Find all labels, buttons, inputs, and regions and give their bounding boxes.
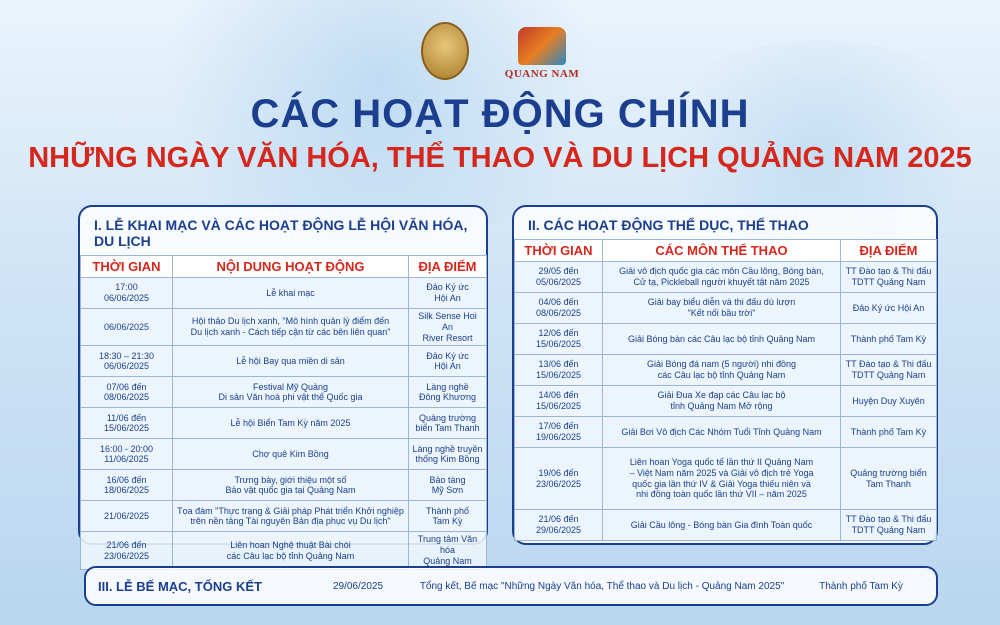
cell-time: 13/06 đến 15/06/2025 xyxy=(515,355,603,386)
cell-time: 16/06 đến 18/06/2025 xyxy=(81,470,173,501)
cell-place: Thành phố Tam Kỳ xyxy=(409,501,487,532)
cell-place: Thành phố Tam Kỳ xyxy=(841,324,937,355)
cell-time: 17/06 đến 19/06/2025 xyxy=(515,417,603,448)
cell-place: Làng nghề truyền thống Kim Bồng xyxy=(409,439,487,470)
table-row xyxy=(81,470,487,501)
cell-content: Tọa đàm "Thực trạng & Giải pháp Phát triển Khởi nghiệp trên nền tảng Tài nguyên Bản địa phục vụ Du lịch" xyxy=(173,501,409,532)
header-time: THỜI GIAN xyxy=(81,256,173,278)
cell-place: Đảo Ký ức Hội An xyxy=(409,346,487,377)
cell-content: Giải Bóng bàn các Câu lạc bộ tỉnh Quảng Nam xyxy=(603,324,841,355)
cell-place: Đảo Ký ức Hội An xyxy=(409,278,487,309)
cell-time: 19/06 đến 23/06/2025 xyxy=(515,448,603,510)
table-row xyxy=(515,386,937,417)
table-row xyxy=(81,377,487,408)
logo-bar xyxy=(0,22,1000,80)
cell-time: 07/06 đến 08/06/2025 xyxy=(81,377,173,408)
cell-place: Huyện Duy Xuyên xyxy=(841,386,937,417)
cell-time: 12/06 đến 15/06/2025 xyxy=(515,324,603,355)
page-title: CÁC HOẠT ĐỘNG CHÍNH xyxy=(250,92,750,136)
section-1-title: I. LỄ KHAI MẠC VÀ CÁC HOẠT ĐỘNG LỄ HỘI VĂN HÓA, DU LỊCH xyxy=(94,217,468,249)
cell-content: Liên hoan Yoga quốc tế lần thứ II Quảng Nam – Việt Nam năm 2025 và Giải vô địch trẻ Yoga quốc gia lần thứ IV & Giải Yoga thiếu niên và nhi đồng toàn quốc lần thứ VII – năm 2025 xyxy=(603,448,841,510)
cell-place: Làng nghề Đông Khương xyxy=(409,377,487,408)
cell-time: 04/06 đến 08/06/2025 xyxy=(515,293,603,324)
cell-time: 18:30 – 21:30 06/06/2025 xyxy=(81,346,173,377)
header-time: THỜI GIAN xyxy=(515,240,603,262)
cell-content: Giải Cầu lông - Bóng bàn Gia đình Toàn quốc xyxy=(603,510,841,541)
header-sport: CÁC MÔN THỂ THAO xyxy=(603,240,841,262)
section-1-panel xyxy=(78,205,488,566)
cell-content: Trưng bày, giới thiệu một số Bảo vật quốc gia tại Quảng Nam xyxy=(173,470,409,501)
table-row xyxy=(515,510,937,541)
cell-content: Lễ hội Bay qua miền di sản xyxy=(173,346,409,377)
header-content: NỘI DUNG HOẠT ĐỘNG xyxy=(173,256,409,278)
header-place: ĐỊA ĐIỂM xyxy=(409,256,487,278)
cell-time: 21/06 đến 23/06/2025 xyxy=(81,532,173,569)
section-2-title: II. CÁC HOẠT ĐỘNG THỂ DỤC, THỂ THAO xyxy=(528,217,809,233)
section-3-content: Tổng kết, Bế mạc "Những Ngày Văn hóa, Thể thao và Du lịch - Quảng Nam 2025" xyxy=(419,580,785,592)
cell-place: Silk Sense Hoi An River Resort xyxy=(409,309,487,346)
cell-content: Giải bay biểu diễn và thi đấu dù lượn "Kết nối bầu trời" xyxy=(603,293,841,324)
cell-place: TT Đào tạo & Thi đấu TDTT Quảng Nam xyxy=(841,510,937,541)
table-row xyxy=(515,355,937,386)
table-row xyxy=(515,324,937,355)
cell-place: TT Đào tạo & Thi đấu TDTT Quảng Nam xyxy=(841,262,937,293)
cell-content: Giải vô địch quốc gia các môn Cầu lông, Bóng bàn, Cử tạ, Pickleball người khuyết tật năm 2025 xyxy=(603,262,841,293)
cell-content: Chợ quê Kim Bồng xyxy=(173,439,409,470)
cell-place: Quảng trường biển Tam Thanh xyxy=(409,408,487,439)
cell-place: Trung tâm Văn hóa Quảng Nam xyxy=(409,532,487,569)
cell-time: 21/06 đến 29/06/2025 xyxy=(515,510,603,541)
section-3-bar xyxy=(84,566,938,606)
cell-time: 21/06/2025 xyxy=(81,501,173,532)
cell-content: Festival Mỹ Quảng Di sản Văn hoá phi vật thể Quốc gia xyxy=(173,377,409,408)
table-row xyxy=(515,293,937,324)
table-row xyxy=(81,278,487,309)
section-2-panel xyxy=(512,205,938,545)
cell-place: Bảo tàng Mỹ Sơn xyxy=(409,470,487,501)
section-1-table xyxy=(80,255,487,570)
table-row xyxy=(515,417,937,448)
section-3-date: 29/06/2025 xyxy=(332,580,384,592)
cell-content: Liên hoan Nghệ thuật Bài chòi các Câu lạc bộ tỉnh Quảng Nam xyxy=(173,532,409,569)
section-3-place: Thành phố Tam Kỳ xyxy=(819,580,903,592)
cell-content: Giải Bơi Vô địch Các Nhóm Tuổi Tỉnh Quảng Nam xyxy=(603,417,841,448)
cell-place: TT Đào tạo & Thi đấu TDTT Quảng Nam xyxy=(841,355,937,386)
cell-time: 17:00 06/06/2025 xyxy=(81,278,173,309)
cell-time: 14/06 đến 15/06/2025 xyxy=(515,386,603,417)
table-row xyxy=(81,408,487,439)
cell-content: Giải Đua Xe đạp các Câu lạc bộ tỉnh Quảng Nam Mở rộng xyxy=(603,386,841,417)
cell-time: 29/05 đến 05/06/2025 xyxy=(515,262,603,293)
table-row xyxy=(515,262,937,293)
quang-nam-logo xyxy=(505,27,579,80)
cell-content: Hội thảo Du lịch xanh, "Mô hình quản lý điểm đến Du lịch xanh - Cách tiếp cận từ các bên liên quan" xyxy=(173,309,409,346)
cell-content: Giải Bóng đá nam (5 người) nhi đồng các Câu lạc bộ tỉnh Quảng Nam xyxy=(603,355,841,386)
section-3-title: III. LỄ BẾ MẠC, TỔNG KẾT xyxy=(98,578,262,594)
table-row xyxy=(515,448,937,510)
quang-nam-logo-mark xyxy=(518,27,566,65)
table-row xyxy=(81,501,487,532)
cell-time: 16:00 - 20:00 11/06/2025 xyxy=(81,439,173,470)
cell-content: Lễ hội Biển Tam Kỳ năm 2025 xyxy=(173,408,409,439)
header-place: ĐỊA ĐIỂM xyxy=(841,240,937,262)
quang-nam-logo-text: QUANG NAM xyxy=(504,68,580,80)
table-row xyxy=(81,532,487,569)
page-subtitle: NHỮNG NGÀY VĂN HÓA, THỂ THAO VÀ DU LỊCH QUẢNG NAM 2025 xyxy=(28,142,972,174)
table-row xyxy=(81,309,487,346)
section-2-table xyxy=(514,239,937,541)
cell-place: Đảo Ký ức Hội An xyxy=(841,293,937,324)
cell-time: 11/06 đến 15/06/2025 xyxy=(81,408,173,439)
table-row xyxy=(81,346,487,377)
cell-place: Quảng trường biển Tam Thanh xyxy=(841,448,937,510)
emblem-logo xyxy=(421,22,469,80)
cell-place: Thành phố Tam Kỳ xyxy=(841,417,937,448)
table-row xyxy=(81,439,487,470)
cell-time: 06/06/2025 xyxy=(81,309,173,346)
cell-content: Lễ khai mạc xyxy=(173,278,409,309)
